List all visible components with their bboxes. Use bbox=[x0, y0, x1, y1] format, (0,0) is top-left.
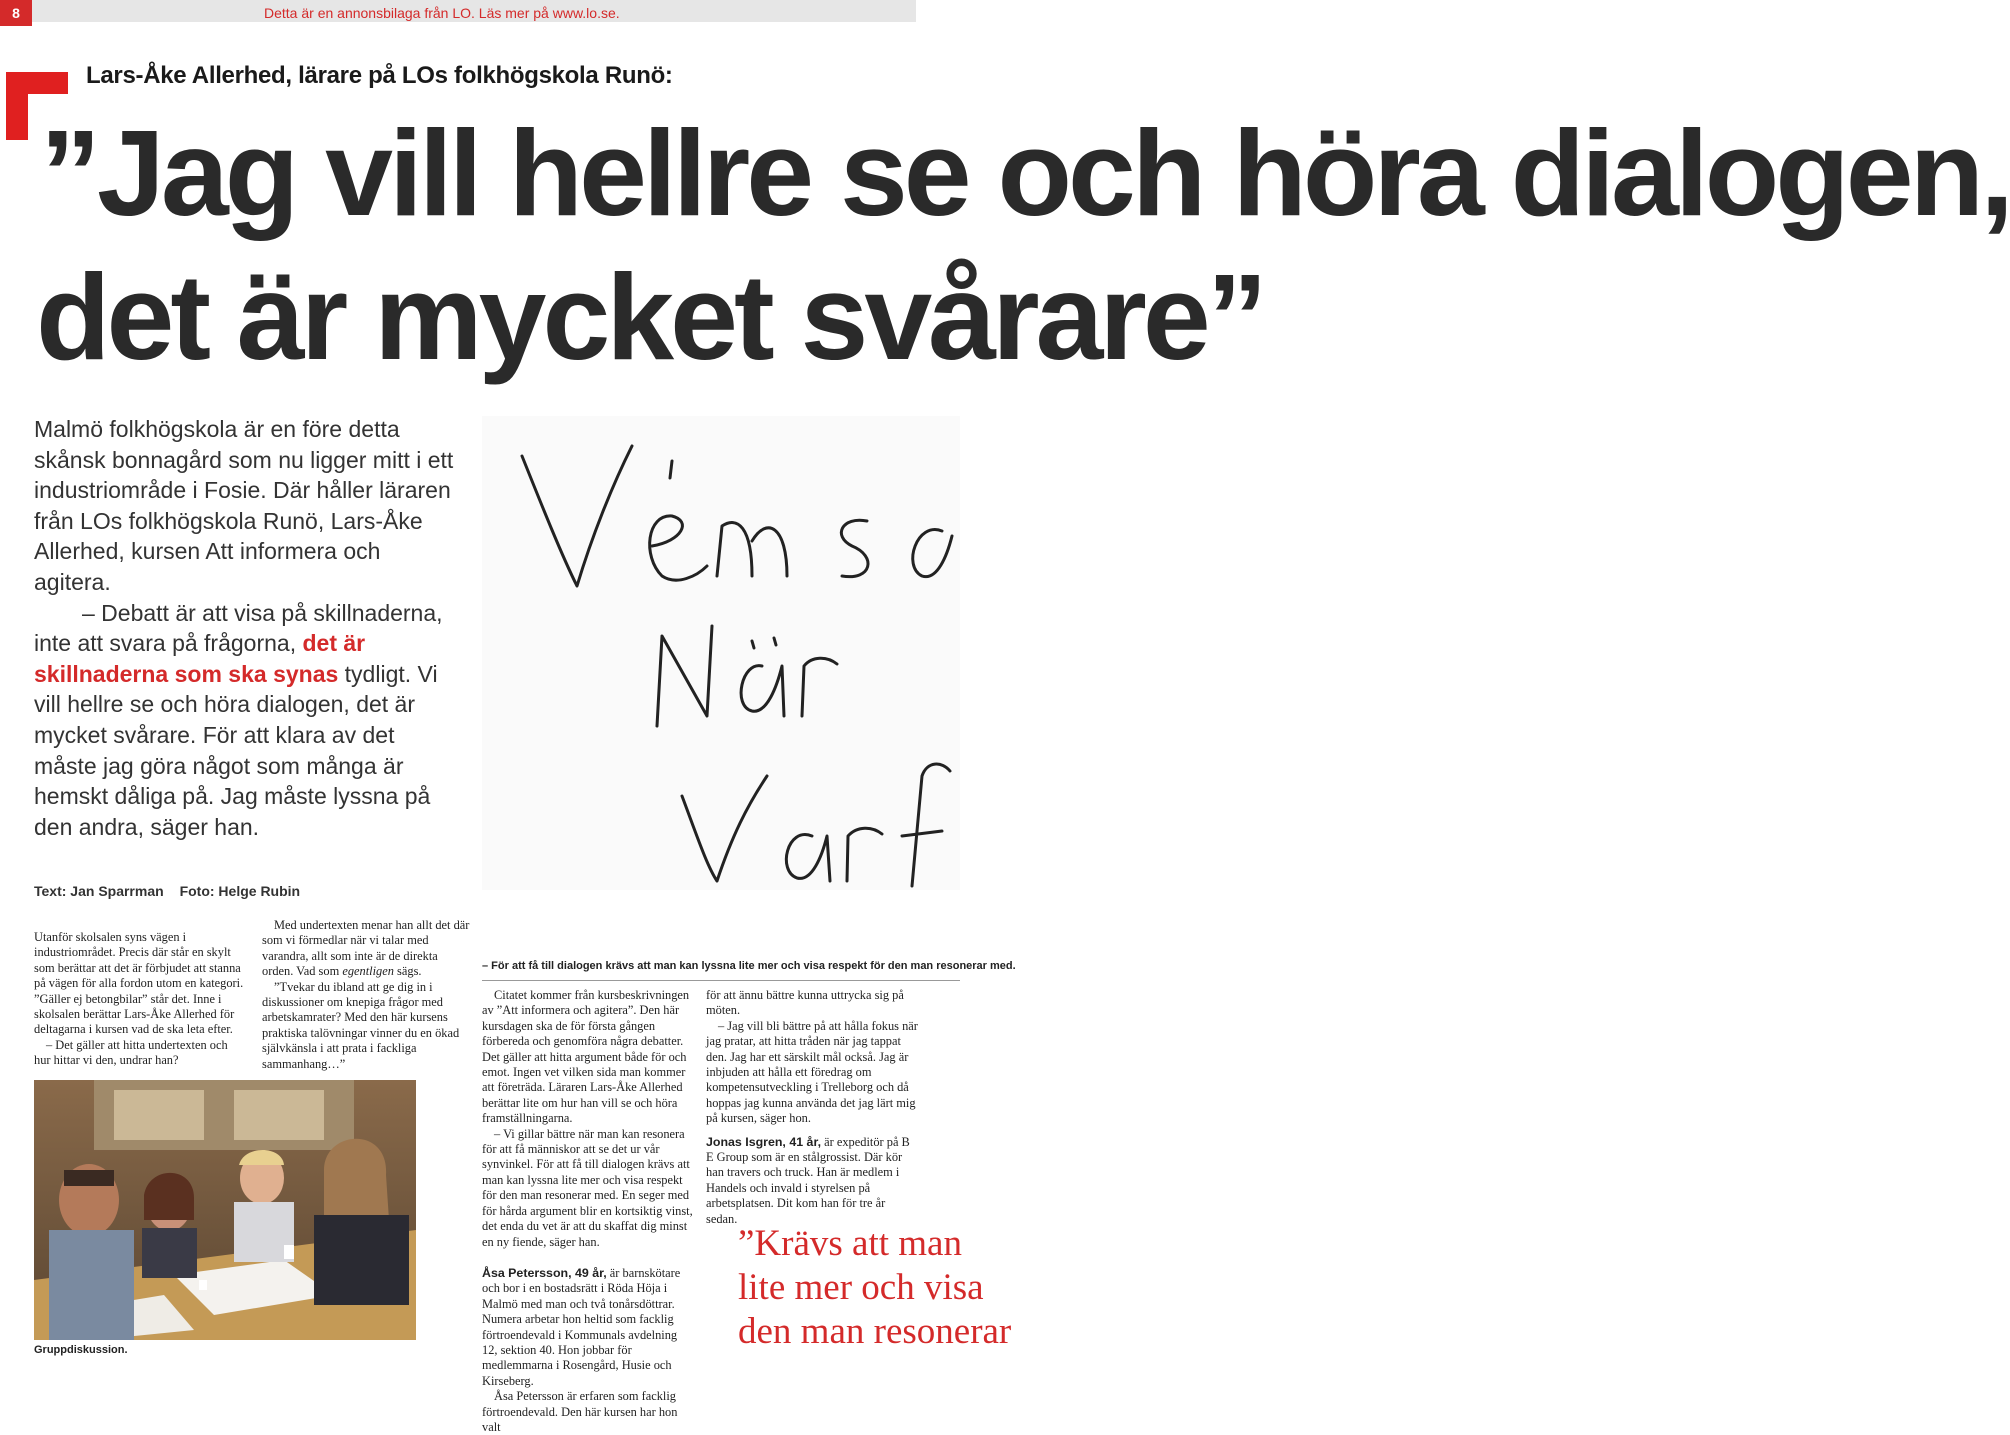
group-photo-caption: Gruppdiskussion. bbox=[34, 1344, 128, 1356]
column1-p1: Utanför skolsalen syns vägen i industriområdet. Precis där står en skylt som berättar att det är förbjudet att stanna på vägen för alla fordon utom en kategori. ”Gäller ej betongbilar” står det. Inne i skolsalen berättar Lars-Åke Allerhed för deltagarna i kursen vad de ska leta efter. bbox=[34, 930, 244, 1037]
body-column-2 bbox=[262, 918, 472, 1072]
byline-text: Text: Jan Sparrman bbox=[34, 883, 164, 899]
column4-p2: – Jag vill bli bättre på att hålla fokus när jag pratar, att hitta tråden när jag tappat den. Jag har ett särskilt mål också. Jag är inbjuden att hålla ett föredrag om kompetensutveckling i Trelleborg och då hoppas jag kunna använda det jag lärt mig på kursen, säger hon. bbox=[706, 1018, 918, 1126]
person-name-jonas: Jonas Isgren, 41 år, bbox=[706, 1134, 822, 1149]
handwriting-caption: – För att få till dialogen krävs att man kan lyssna lite mer och visa respekt för den man resonerar med. bbox=[482, 960, 1016, 972]
page-number: 8 bbox=[0, 0, 32, 26]
column4-p1: för att ännu bättre kunna uttrycka sig på möten. bbox=[706, 988, 904, 1018]
group-discussion-photo bbox=[34, 1080, 416, 1340]
lead-p2 bbox=[34, 598, 454, 843]
column3-p4: Åsa Petersson är erfaren som facklig förtroendevald. Den här kursen har hon valt bbox=[482, 1389, 678, 1434]
column2-italic: egentligen bbox=[342, 964, 394, 979]
person-name-asa: Åsa Petersson, 49 år, bbox=[482, 1265, 607, 1280]
lead-p1: Malmö folkhögskola är en före detta skånsk bonnagård som nu ligger mitt i ett industriområde i Fosie. Där håller läraren från LOs folkhögskola Runö, Lars-Åke Allerhed, kursen Att informera och agitera. bbox=[34, 416, 454, 595]
column3-p3 bbox=[482, 1266, 694, 1389]
column3-p3-text: är barnskötare och bor i en bostadsrätt i Röda Höja i Malmö med man och två tonårsdöttrar. Numera arbetar hon heltid som facklig förtroendevald i Kommunals avdelning 12, sektion 40. Hon jobbar för medlemmarna i Rosengård, Husie och Kirseberg. bbox=[482, 1265, 681, 1388]
handwriting-photo bbox=[482, 416, 960, 890]
pull-quote-line-2: lite mer och visa bbox=[738, 1267, 984, 1308]
body-column-3 bbox=[482, 988, 694, 1435]
column2-p1-start: Med undertexten menar han allt det där som vi förmedlar när vi talar med varandra, allt som inte är de direkta orden. Vad som bbox=[262, 918, 470, 979]
lead-p2-start: – Debatt är att visa på skillnaderna, inte att svara på frågorna, bbox=[34, 599, 443, 657]
body-column-4 bbox=[706, 988, 918, 1227]
column4-p3 bbox=[706, 1135, 918, 1227]
column3-p1: Citatet kommer från kursbeskrivningen av ”Att informera och agitera”. Den här kursdagen ska de för första gången förbereda och genomföra några debatter. Det gäller att hitta argument både för och emot. Ingen vet vilken sida man kommer att företräda. Läraren Lars-Åke Allerhed berättar lite om hur han vill se och höra framställningarna. bbox=[482, 988, 690, 1126]
column2-p1-end: sägs. bbox=[397, 964, 422, 979]
caption-rule bbox=[482, 980, 960, 981]
handwriting-illustration bbox=[482, 416, 960, 890]
column3-p2: – Vi gillar bättre när man kan resonera för att få människor att se det ur vår synvinkel. För att få till dialogen krävs att man kan lyssna lite mer och visa respekt för den man resonerar med. En seger med för hårda argument blir en kortsiktig vinst, det enda du vet är att du skaffat dig minst en ny fiende, säger han. bbox=[482, 1126, 693, 1249]
column2-p2: ”Tvekar du ibland att ge dig in i diskussioner om knepiga frågor med arbetskamrater? Med den här kursens praktiska talövningar vinner du en ökad självkänsla i att prata i fackliga sammanhang…” bbox=[262, 979, 460, 1071]
column2-p1 bbox=[262, 918, 472, 980]
body-column-1 bbox=[34, 930, 247, 1069]
group-photo-illustration bbox=[34, 1080, 416, 1340]
pull-quote-line-3: den man resonerar bbox=[738, 1311, 1012, 1352]
lead-highlight: det är skillnaderna som ska synas bbox=[34, 630, 366, 687]
column4-p3-text: är expeditör på B E Group som är en stålgrossist. Där kör han travers och truck. Han är medlem i Handels och invald i styrelsen på arbetsplatsen. Dit kom han för tre år sedan. bbox=[706, 1134, 910, 1226]
headline-line-1: ”Jag vill hellre se och höra dialogen, bbox=[40, 105, 2010, 241]
byline-photo: Foto: Helge Rubin bbox=[179, 883, 301, 899]
byline bbox=[34, 883, 312, 899]
lead-p2-end: tydligt. Vi vill hellre se och höra dialogen, det är mycket svårare. För att klara av det måste jag göra något som många är hemskt dåliga på. Jag måste lyssna på den andra, säger han. bbox=[34, 660, 438, 840]
lead-paragraph bbox=[34, 414, 454, 842]
pull-quote-line-1: ”Krävs att man bbox=[738, 1223, 962, 1264]
column1-p2: – Det gäller att hitta undertexten och hur hittar vi den, undrar han? bbox=[34, 1037, 228, 1068]
kicker: Lars-Åke Allerhed, lärare på LOs folkhögskola Runö: bbox=[86, 62, 673, 89]
red-corner-mark-top bbox=[6, 72, 68, 94]
supplement-line: Detta är en annonsbilaga från LO. Läs mer på www.lo.se. bbox=[264, 5, 620, 21]
pull-quote bbox=[738, 1222, 1038, 1354]
headline-line-2: det är mycket svårare” bbox=[36, 249, 1264, 385]
